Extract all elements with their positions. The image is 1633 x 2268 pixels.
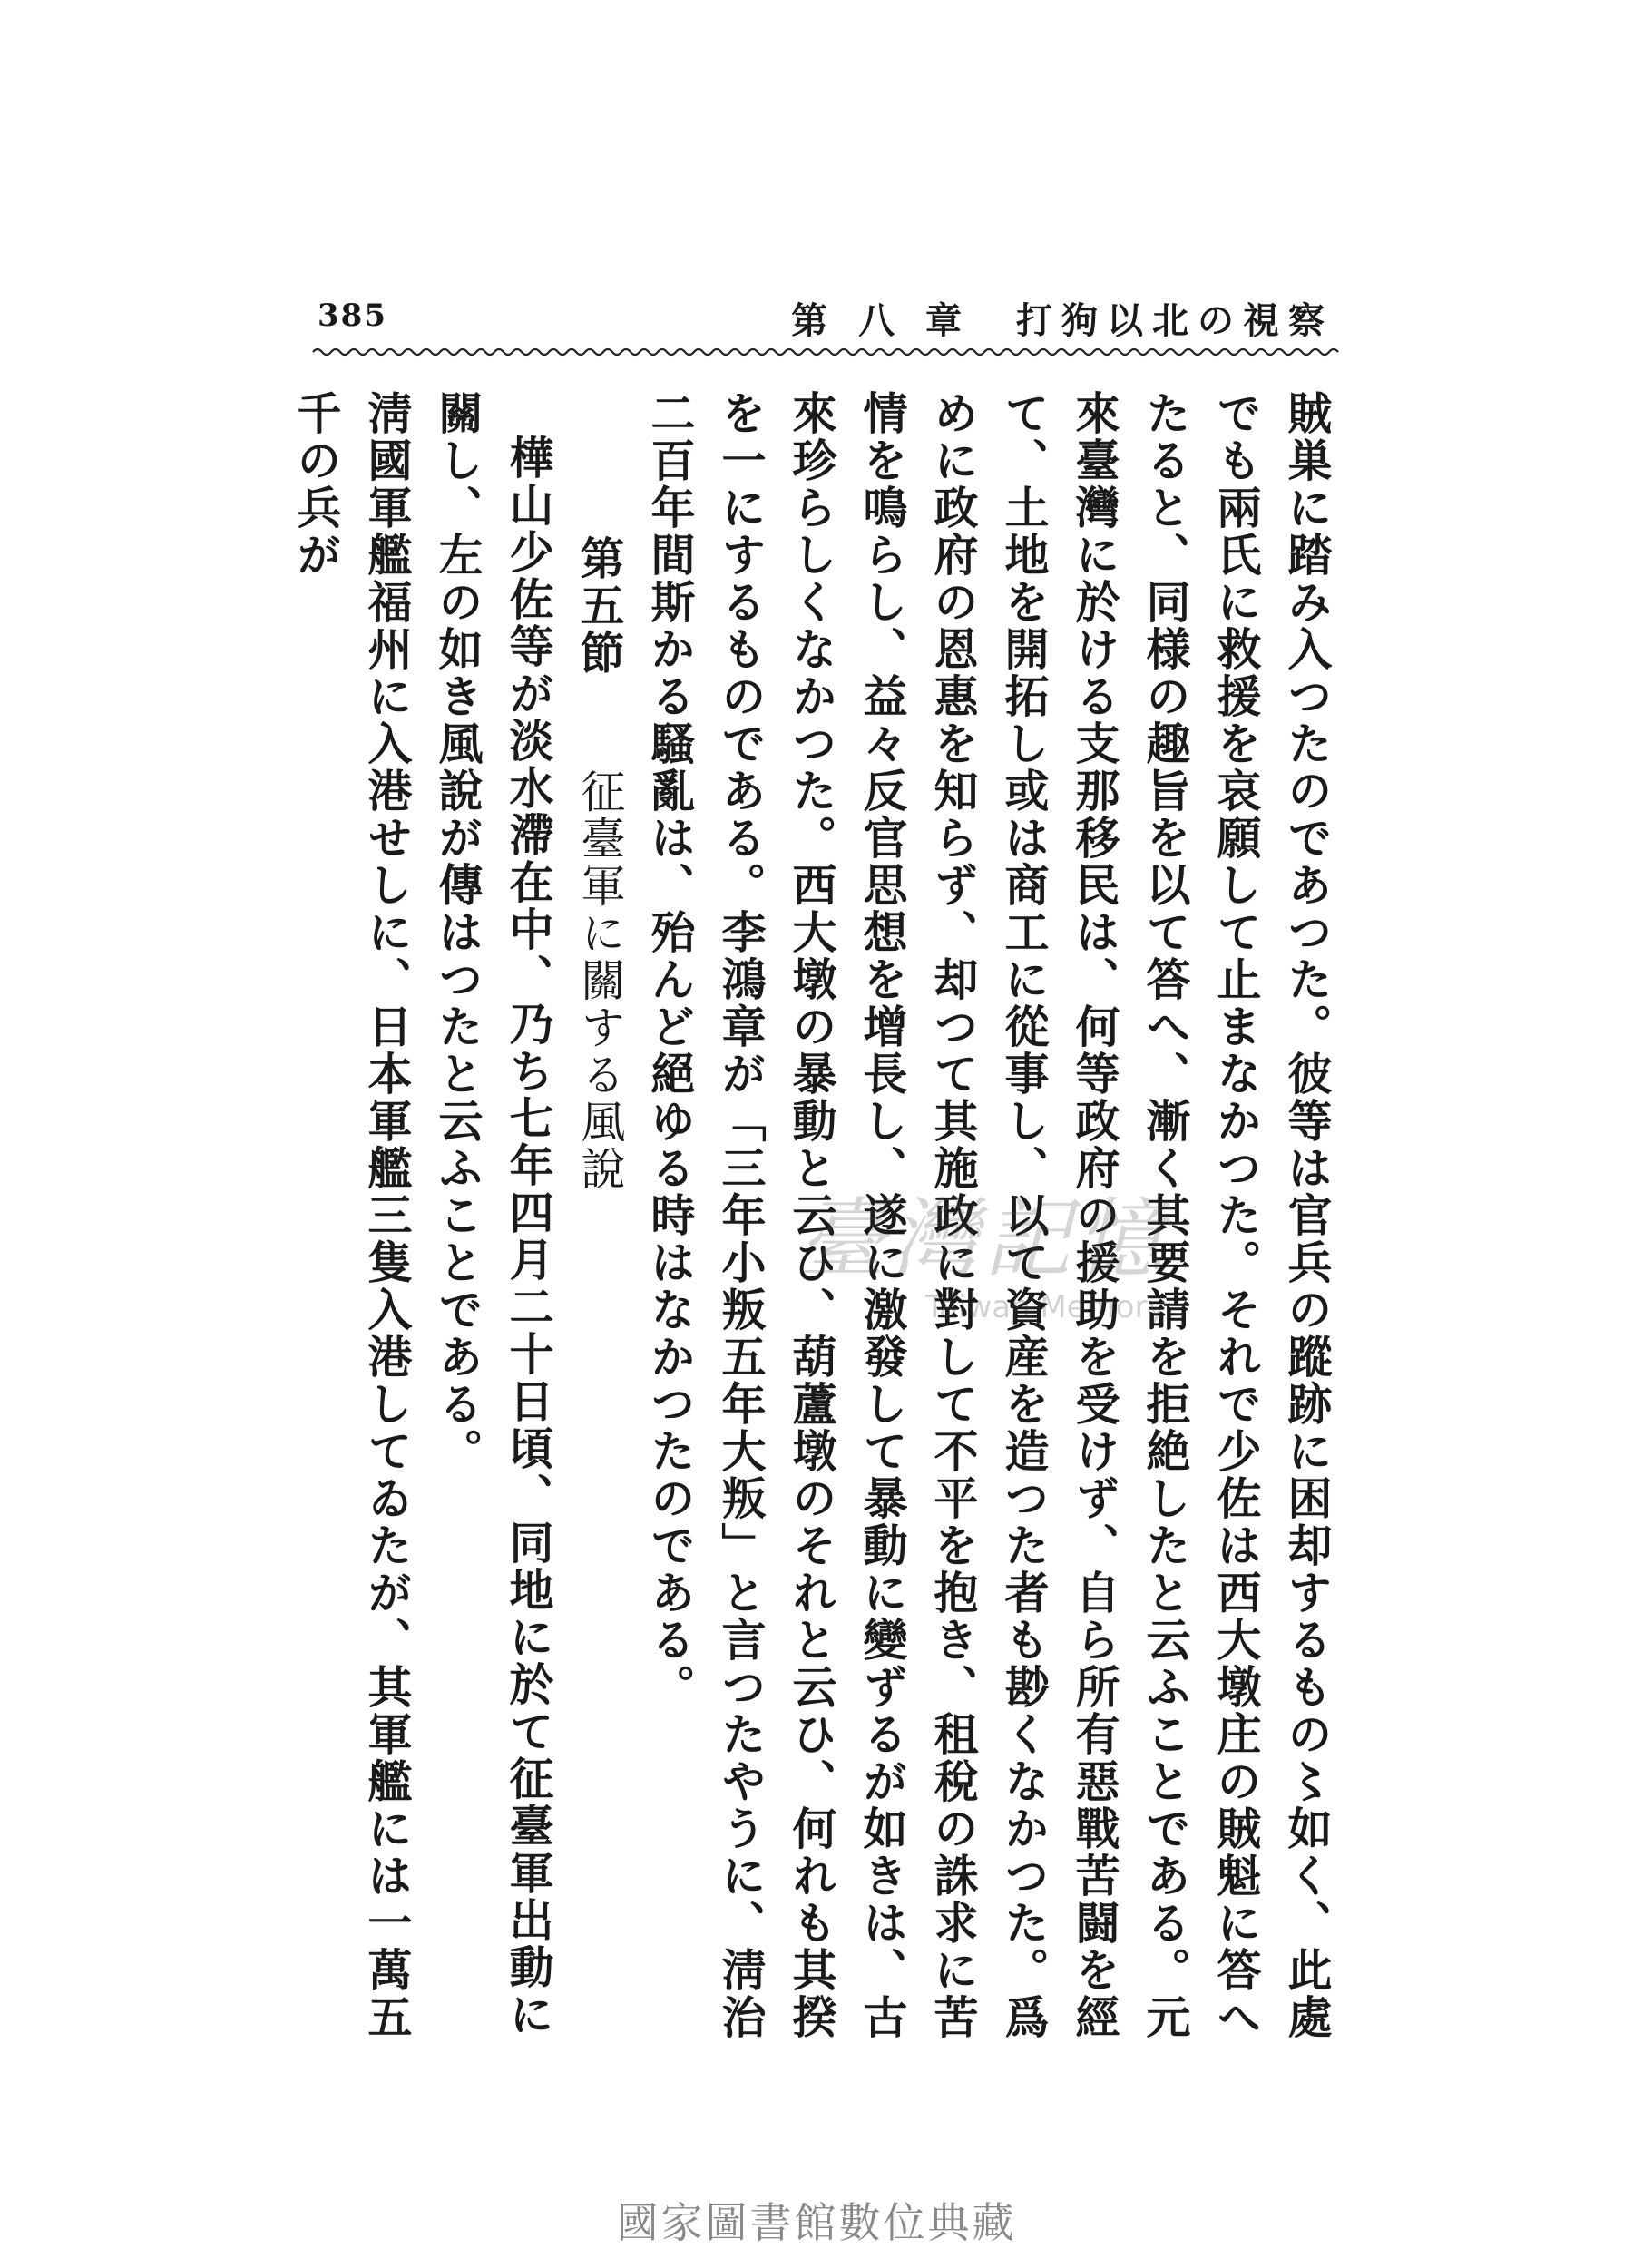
running-header xyxy=(308,288,1334,343)
section-number: 第五節 xyxy=(573,535,626,677)
watermark-text: 臺灣記憶 xyxy=(798,1188,1169,1290)
running-title: 第 八 章 打狗以北の視察 xyxy=(791,299,1334,342)
paragraph: 淸國軍艦福州に入港せしに、日本軍艦三隻入港してゐたが、其軍艦には一萬五千の兵が xyxy=(290,390,414,2041)
footer-credit: 國家圖書館數位典藏 xyxy=(616,2198,1017,2247)
vertical-body-text xyxy=(290,390,1343,2068)
paragraph: 賊巣に踏み入つたのであつた。彼等は官兵の蹤跡に困却するもの〻如く、此處でも兩氏に救援を哀願して止まなかつた。それで少佐は西大墩庄の賊魁に答へたると、同様の趣旨を以て答へ、漸く其要請を拒絶したと云ふことである。元來臺灣に於ける支那移民は、何等政府の援助を受けず、自ら所有惡戰苦闘を經て、土地を開拓し或は商工に從事し、以て資産を造つた者も尠くなかつた。爲めに政府の恩惠を知らず、却つて其施政に對して不平を抱き、租稅の誅求に苦情を鳴らし、益々反官思想を增長し、遂に激發して暴動に變ずるが如きは、古來珍らしくなかつた。西大墩の暴動と云ひ、葫蘆墩のそれと云ひ、何れも其揆を一にするものである。李鴻章が「三年小叛五年大叛」と言つたやうに、淸治二百年間斯かる騷亂は、殆んど絕ゆる時はなかつたのである。 xyxy=(644,390,1334,2041)
section-heading xyxy=(564,390,635,2068)
paragraph: 樺山少佐等が淡水滯在中、乃ち七年四月二十日頃、同地に於て征臺軍出動に關し、左の如き風說が傳はつたと云ふことである。 xyxy=(432,390,555,2038)
section-title: 征臺軍に關する風說 xyxy=(574,768,626,1193)
page-number: 385 xyxy=(318,298,387,334)
wavy-divider xyxy=(313,345,1334,359)
watermark-subtext: Taiwan Memory xyxy=(925,1289,1166,1325)
